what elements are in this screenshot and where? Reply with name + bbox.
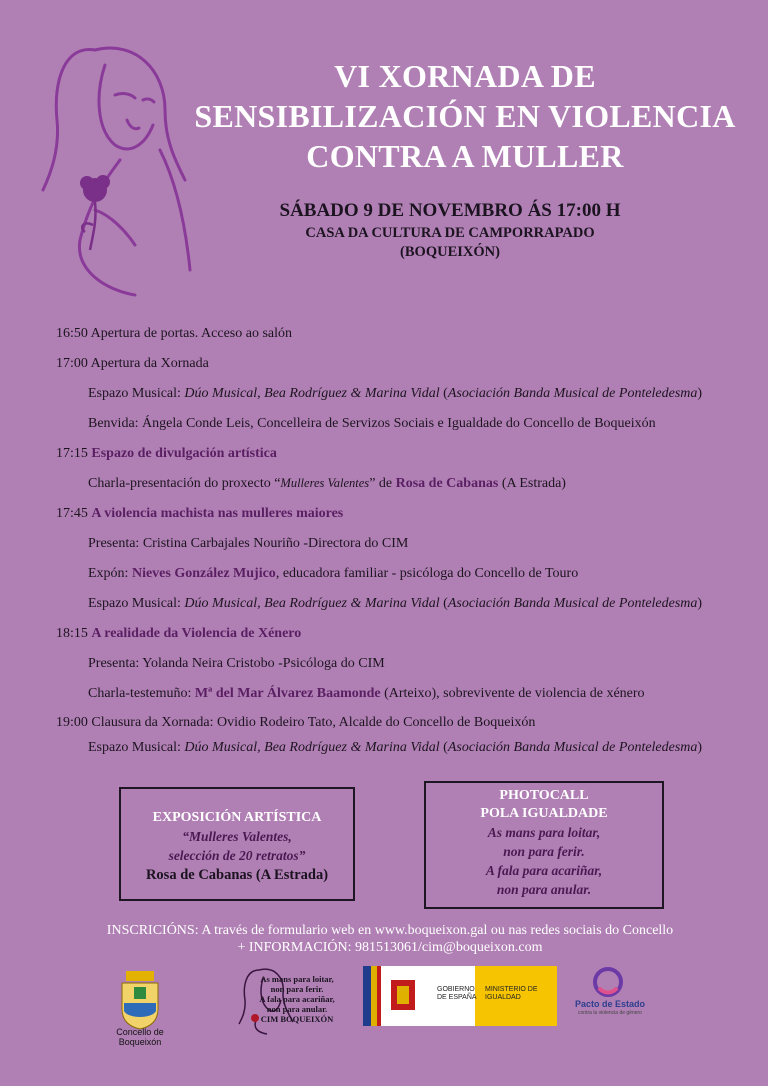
photocall-box: [424, 781, 664, 909]
program-section: 17:45 A violencia machista nas mulleres maiores: [56, 506, 344, 521]
title-line-1: VI XORNADA DE: [334, 58, 596, 94]
event-date: SÁBADO 9 DE NOVEMBRO ÁS 17:00 H: [279, 200, 621, 221]
cim-logo-text: As mans para loitar, non para ferir. A fala para acariñar, non para anular. CIM BOQUEIXÓN: [259, 974, 335, 1024]
pacto-estado-circle-icon: [590, 966, 626, 998]
event-details: [240, 200, 660, 262]
program-item: Charla-testemuño: Mª del Mar Álvarez Baamonde (Arteixo), sobrevivente de violencia de xénero: [88, 686, 645, 701]
program-section: 18:15 A realidade da Violencia de Xénero: [56, 626, 302, 641]
exhibition-line: “Mulleres Valentes,: [182, 829, 292, 844]
photocall-line: non para anular.: [496, 882, 592, 897]
concello-logo-text: Concello de Boqueixón: [116, 1027, 164, 1047]
program-item: Espazo Musical: Dúo Musical, Bea Rodríguez & Marina Vidal (Asociación Banda Musical de Ponteledesma): [88, 386, 703, 401]
exhibition-author: Rosa de Cabanas (A Estrada): [145, 867, 329, 883]
program-item: Benvida: Ángela Conde Leis, Concelleira de Servizos Sociais e Igualdade do Concello de Boqueixón: [88, 416, 656, 431]
photocall-subtitle: POLA IGUALDADE: [480, 806, 608, 821]
program-item: Espazo Musical: Dúo Musical, Bea Rodríguez & Marina Vidal (Asociación Banda Musical de Ponteledesma): [88, 596, 703, 611]
program-item: Presenta: Yolanda Neira Cristobo -Psicóloga do CIM: [88, 656, 385, 671]
exhibition-box: [119, 787, 355, 901]
woman-with-rose-illustration: [35, 40, 200, 300]
program-item: Espazo Musical: Dúo Musical, Bea Rodríguez & Marina Vidal (Asociación Banda Musical de Ponteledesma): [88, 740, 703, 755]
event-place: (BOQUEIXÓN): [400, 244, 500, 260]
program-item: Expón: Nieves González Mujico, educadora familiar - psicóloga do Concello de Touro: [88, 566, 579, 581]
photocall-line: As mans para loitar,: [487, 825, 601, 840]
exhibition-line: selección de 20 retratos”: [168, 848, 306, 863]
registration-info: [60, 922, 720, 956]
contact-line: + INFORMACIÓN: 981513061/cim@boqueixon.com: [237, 940, 543, 955]
pacto-estado-text: Pacto de Estado: [574, 999, 646, 1009]
ministerio-text: MINISTERIO DE IGUALDAD: [485, 986, 538, 1001]
photocall-line: non para ferir.: [503, 844, 585, 859]
gobierno-text: GOBIERNO DE ESPAÑA: [437, 986, 477, 1001]
program-section: 17:15 Espazo de divulgación artística: [56, 446, 277, 461]
exhibition-title: EXPOSICIÓN ARTÍSTICA: [152, 810, 322, 825]
spain-flag-shield-icon: [363, 966, 431, 1026]
program-item: 16:50 Apertura de portas. Acceso ao salón: [56, 326, 292, 341]
program-item: 17:00 Apertura da Xornada: [56, 356, 209, 371]
photocall-line: A fala para acariñar,: [485, 863, 603, 878]
registration-line: INSCRICIÓNS: A través de formulario web en www.boqueixon.gal ou nas redes sociais do Concello: [106, 923, 674, 938]
program-item: Presenta: Cristina Carbajales Nouriño -Directora do CIM: [88, 536, 409, 551]
program-item: Charla-presentación do proxecto “Mulleres Valentes” de Rosa de Cabanas (A Estrada): [88, 476, 566, 491]
event-venue: CASA DA CULTURA DE CAMPORRAPADO: [305, 225, 595, 241]
photocall-title: PHOTOCALL: [499, 788, 589, 803]
title-line-3: CONTRA A MULLER: [306, 138, 624, 174]
program-item: 19:00 Clausura da Xornada: Ovidio Rodeiro Tato, Alcalde do Concello de Boqueixón: [56, 715, 536, 730]
title-line-2: SENSIBILIZACIÓN EN VIOLENCIA: [194, 98, 736, 134]
event-title: [180, 56, 750, 176]
pacto-estado-subtitle: contra la violencia de género: [578, 1010, 642, 1016]
